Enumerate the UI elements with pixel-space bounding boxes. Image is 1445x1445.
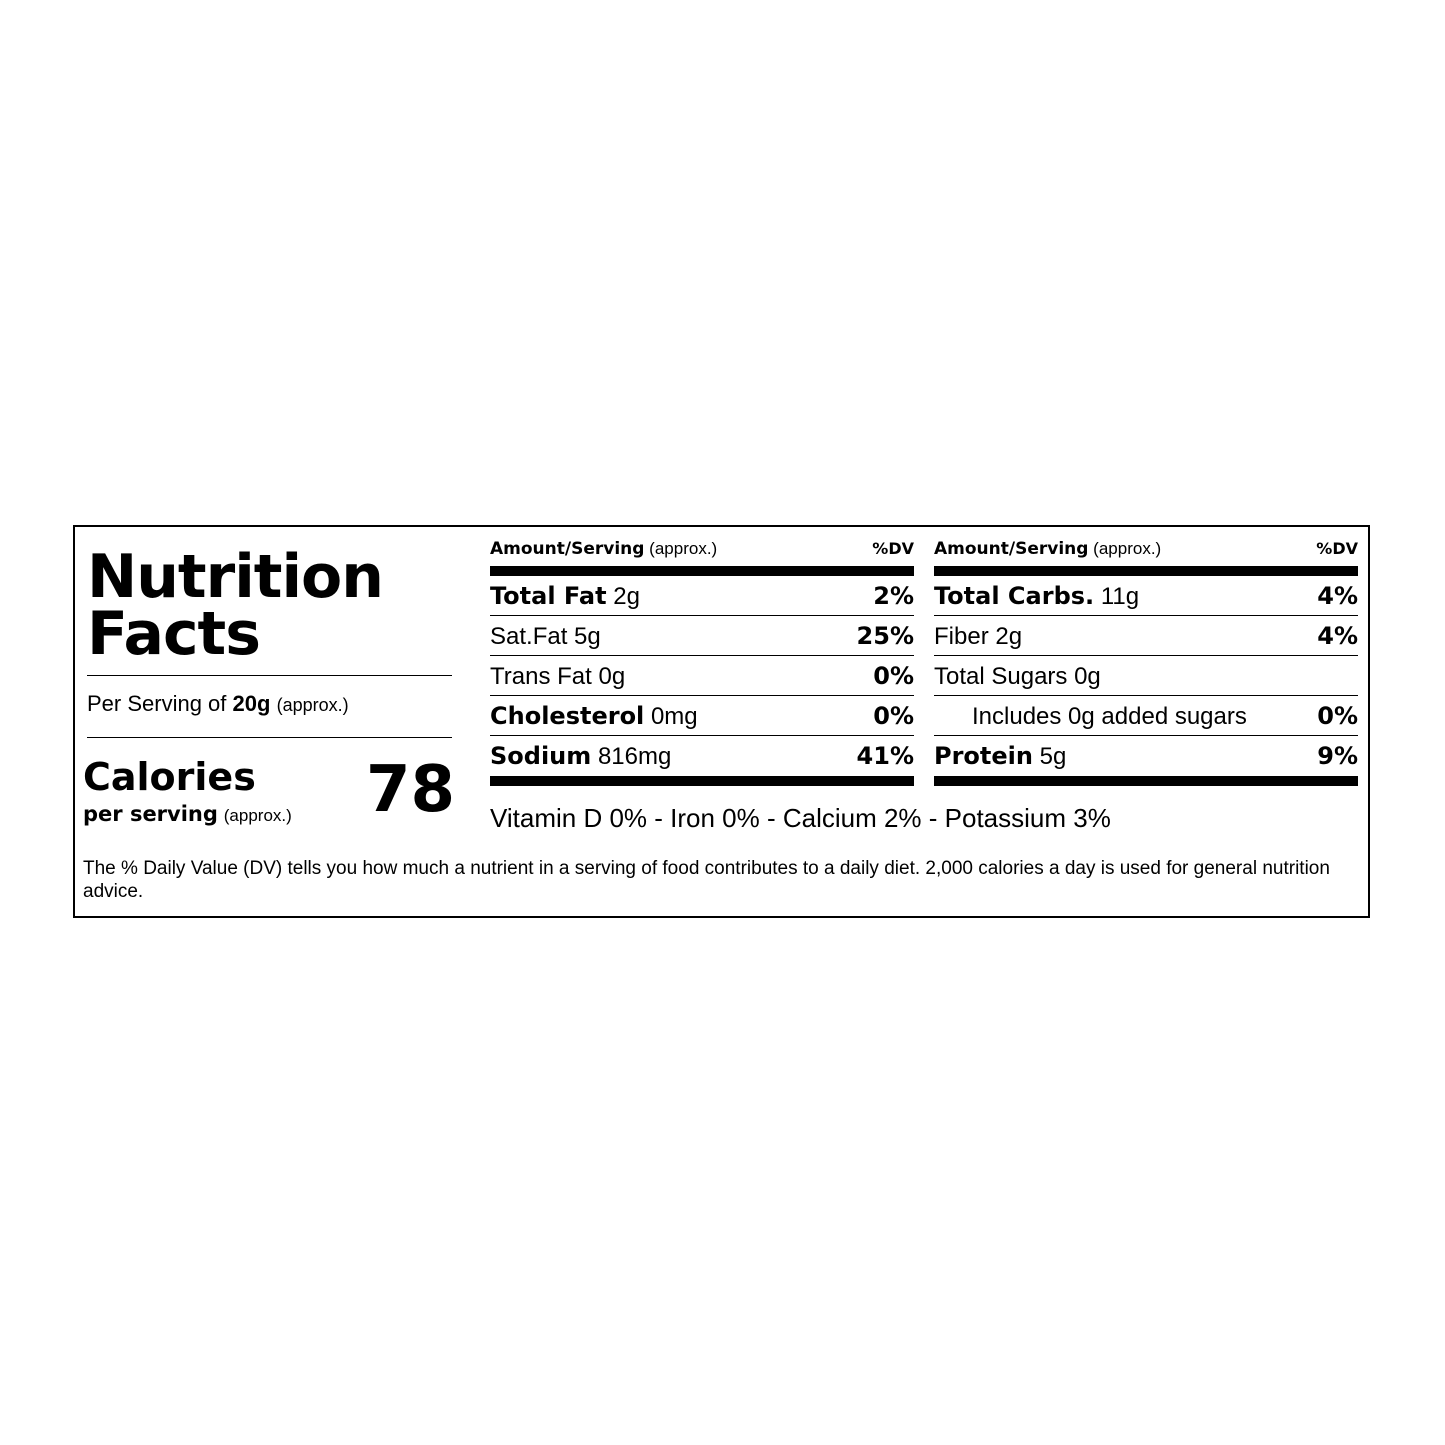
calories-value: 78	[365, 753, 455, 827]
column-header	[934, 539, 1358, 566]
nutrient-column-2	[934, 539, 1358, 786]
nutrient-row	[490, 576, 914, 616]
nutrient-row	[490, 736, 914, 776]
dv-header: %DV	[872, 539, 914, 558]
nutrient-dv: 0%	[1317, 702, 1358, 730]
nutrient-dv: 0%	[873, 662, 914, 690]
nutrient-name: Total Carbs. 11g	[934, 582, 1140, 610]
nutrient-row	[490, 616, 914, 656]
nutrient-name: Total Sugars 0g	[934, 663, 1101, 690]
nutrient-dv: 4%	[1317, 582, 1358, 610]
nutrient-row	[934, 576, 1358, 616]
nutrient-row	[490, 696, 914, 736]
nutrient-name: Cholesterol 0mg	[490, 702, 698, 730]
column-header-approx: (approx.)	[1093, 539, 1162, 558]
dv-header: %DV	[1316, 539, 1358, 558]
nutrient-dv: 9%	[1317, 742, 1358, 770]
nutrient-row	[490, 656, 914, 696]
title-line-1: Nutrition	[87, 542, 383, 612]
nutrient-name: Total Fat 2g	[490, 582, 640, 610]
nutrient-row	[934, 656, 1358, 696]
nutrient-row	[934, 696, 1358, 736]
divider	[87, 737, 452, 738]
thick-divider	[934, 566, 1358, 576]
nutrient-name: Protein 5g	[934, 742, 1067, 770]
divider	[87, 675, 452, 676]
nutrient-dv: 25%	[856, 622, 914, 650]
nutrient-row	[934, 736, 1358, 776]
label-title	[87, 542, 383, 669]
thick-divider	[934, 776, 1358, 786]
calories-per-serving: per serving	[83, 802, 218, 826]
serving-approx: (approx.)	[276, 695, 349, 715]
nutrient-name: Sat.Fat 5g	[490, 623, 601, 650]
serving-prefix: Per Serving of	[87, 691, 227, 716]
calories-sub-label	[83, 802, 292, 827]
nutrient-dv: 4%	[1317, 622, 1358, 650]
nutrient-name: Sodium 816mg	[490, 742, 672, 770]
nutrient-dv: 0%	[873, 702, 914, 730]
nutrient-dv: 41%	[856, 742, 914, 770]
thick-divider	[490, 566, 914, 576]
nutrient-dv: 2%	[873, 582, 914, 610]
serving-size	[87, 691, 349, 717]
column-header	[490, 539, 914, 566]
thick-divider	[490, 776, 914, 786]
calories-approx: (approx.)	[223, 806, 292, 825]
column-header-label: Amount/Serving	[934, 539, 1089, 559]
calories-label: Calories	[83, 755, 256, 799]
nutrient-column-1	[490, 539, 914, 786]
vitamins-minerals: Vitamin D 0% - Iron 0% - Calcium 2% - Potassium 3%	[490, 803, 1111, 833]
nutrient-name: Trans Fat 0g	[490, 663, 626, 690]
title-line-2: Facts	[87, 599, 260, 669]
dv-footnote: The % Daily Value (DV) tells you how much a nutrient in a serving of food contributes to a daily diet. 2,000 calories a day is used for general nutrition advice.	[83, 858, 1330, 902]
column-header-approx: (approx.)	[649, 539, 718, 558]
nutrition-facts-label	[73, 525, 1370, 918]
serving-amount: 20g	[232, 691, 271, 716]
nutrient-name: Includes 0g added sugars	[972, 703, 1247, 730]
column-header-label: Amount/Serving	[490, 539, 645, 559]
nutrient-name: Fiber 2g	[934, 623, 1023, 650]
nutrient-row	[934, 616, 1358, 656]
